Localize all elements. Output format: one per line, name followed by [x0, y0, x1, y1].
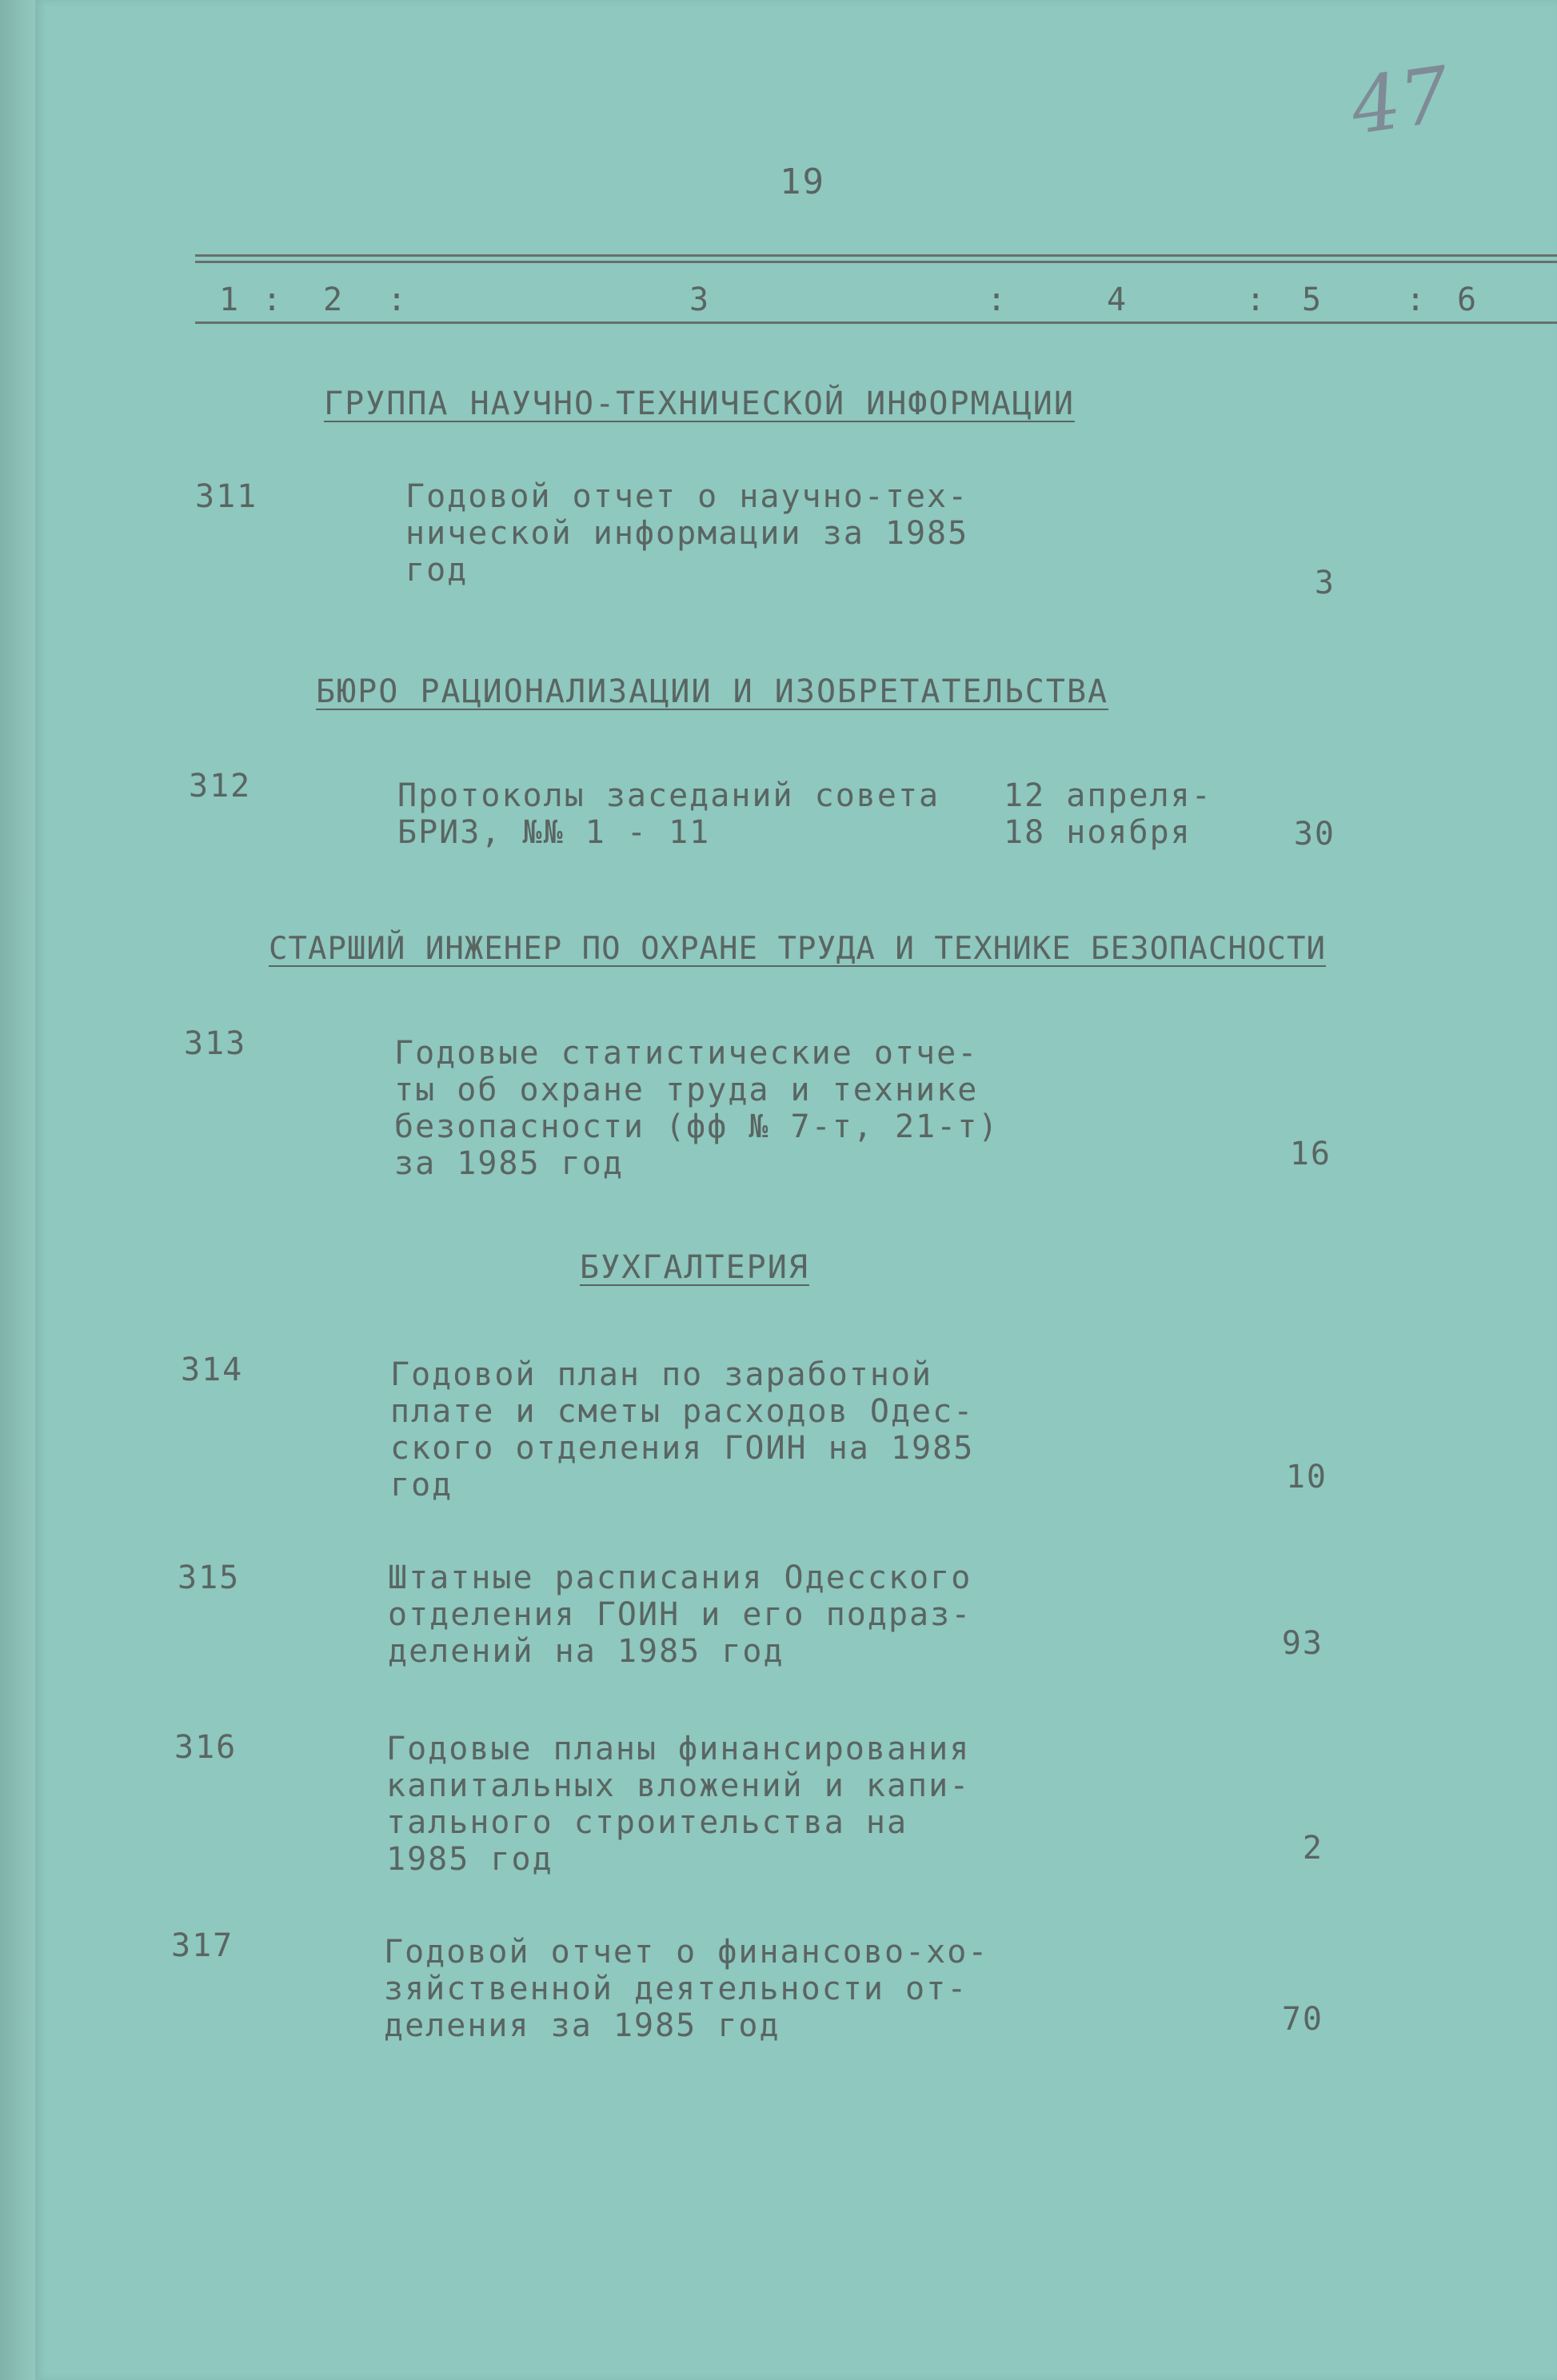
column-number-6: 6: [1457, 282, 1479, 318]
entry-number: 313: [184, 1025, 247, 1062]
entry-dates: 12 апреля- 18 ноября: [1004, 777, 1212, 851]
column-separator: :: [987, 282, 1008, 318]
column-number-3: 3: [689, 282, 711, 318]
entry-description: Годовые статистические отче- ты об охране труда и технике безопасности (фф № 7-т, 21-т) за 1985 год: [394, 1035, 1000, 1182]
handwritten-sheet-number: 47: [1345, 50, 1455, 152]
entry-sheet-count: 2: [1302, 1830, 1323, 1867]
column-separator: :: [1246, 282, 1268, 318]
column-separator: :: [1406, 282, 1427, 318]
section-heading: БУХГАЛТЕРИЯ: [580, 1249, 809, 1286]
entry-number: 316: [174, 1729, 238, 1766]
entry-description: Годовой план по заработной плате и сметы расходов Одес- ского отделения ГОИН на 1985 год: [390, 1356, 975, 1503]
entry-sheet-count: 10: [1285, 1459, 1327, 1495]
entry-number: 315: [178, 1559, 241, 1596]
section-heading: БЮРО РАЦИОНАЛИЗАЦИИ И ИЗОБРЕТАТЕЛЬСТВА: [316, 673, 1109, 710]
page-number: 19: [780, 162, 825, 202]
entry-sheet-count: 93: [1281, 1625, 1323, 1662]
entry-sheet-count: 3: [1314, 565, 1335, 601]
column-number-5: 5: [1302, 282, 1323, 318]
entry-description: Протоколы заседаний совета БРИЗ, №№ 1 - 11: [397, 777, 940, 851]
entry-description: Годовой отчет о научно-тех- нической информации за 1985 год: [405, 478, 969, 589]
entry-description: Годовой отчет о финансово-хо- зяйственной деятельности от- деления за 1985 год: [384, 1934, 989, 2044]
column-separator: :: [262, 282, 284, 318]
entry-description: Годовые планы финансирования капитальных вложений и капи- тального строительства на 1985 год: [386, 1731, 971, 1878]
column-number-2: 2: [323, 282, 345, 318]
entry-number: 312: [189, 768, 252, 805]
entry-sheet-count: 16: [1289, 1136, 1331, 1172]
entry-description: Штатные расписания Одесского отделения ГОИН и его подраз- делений на 1985 год: [388, 1559, 972, 1670]
entry-sheet-count: 30: [1293, 816, 1335, 853]
entry-number: 311: [195, 478, 258, 515]
entry-sheet-count: 70: [1281, 2001, 1323, 2038]
entry-number: 314: [181, 1352, 244, 1388]
table-top-rule: [195, 254, 1557, 257]
column-number-1: 1: [219, 282, 241, 318]
binding-edge: [0, 0, 35, 2380]
table-header-bottom-rule: [195, 321, 1557, 324]
table-top-rule-double: [195, 261, 1557, 263]
column-number-4: 4: [1107, 282, 1128, 318]
entry-number: 317: [171, 1927, 234, 1964]
section-heading: СТАРШИЙ ИНЖЕНЕР ПО ОХРАНЕ ТРУДА И ТЕХНИКЕ БЕЗОПАСНОСТИ: [269, 931, 1326, 967]
column-separator: :: [387, 282, 409, 318]
section-heading: ГРУППА НАУЧНО-ТЕХНИЧЕСКОЙ ИНФОРМАЦИИ: [324, 385, 1075, 422]
